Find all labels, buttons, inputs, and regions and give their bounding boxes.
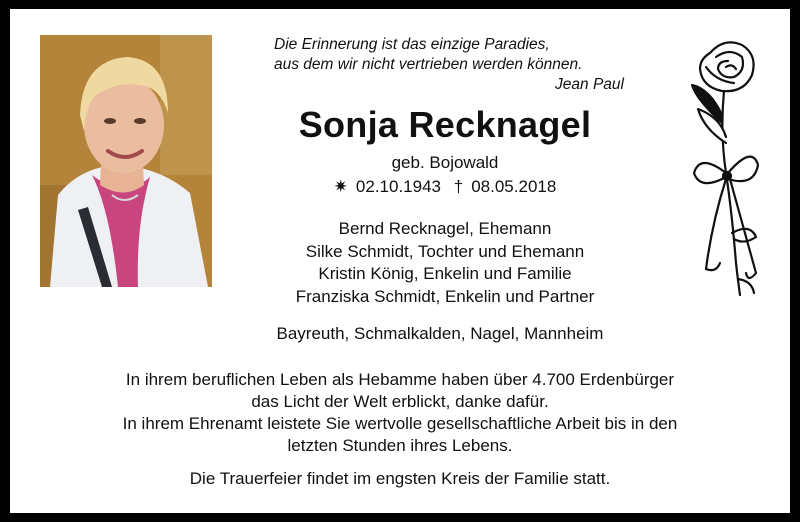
places: Bayreuth, Schmalkalden, Nagel, Mannheim bbox=[276, 324, 604, 343]
family-member: Silke Schmidt, Tochter und Ehemann bbox=[305, 241, 585, 261]
family-list bbox=[240, 218, 650, 308]
death-cross-icon: † bbox=[453, 177, 464, 196]
obituary-card bbox=[10, 9, 790, 513]
tribute-text bbox=[50, 369, 750, 457]
tribute-line: das Licht der Welt erblickt, danke dafür. bbox=[251, 392, 549, 411]
portrait-photo bbox=[40, 35, 212, 287]
ceremony-notice: Die Trauerfeier findet im engsten Kreis der Familie statt. bbox=[189, 469, 611, 488]
birth-star-icon: ✷ bbox=[333, 177, 348, 196]
tribute-line: letzten Stunden ihres Lebens. bbox=[287, 436, 513, 455]
quote-line-1: Die Erinnerung ist das einzige Paradies, bbox=[274, 36, 550, 53]
life-dates bbox=[260, 177, 630, 197]
rose-icon bbox=[686, 33, 764, 297]
born-name: geb. Bojowald bbox=[391, 153, 499, 172]
quote-line-2: aus dem wir nicht vertrieben werden können. bbox=[274, 56, 583, 73]
portrait-illustration bbox=[40, 35, 212, 287]
death-date: 08.05.2018 bbox=[471, 177, 557, 196]
birth-date: 02.10.1943 bbox=[355, 177, 442, 196]
tribute-line: In ihrem Ehrenamt leistete Sie wertvolle gesellschaftliche Arbeit bis in den bbox=[122, 414, 678, 433]
family-member: Kristin König, Enkelin und Familie bbox=[318, 264, 572, 283]
quote-block bbox=[274, 35, 632, 95]
family-member: Bernd Recknagel, Ehemann bbox=[338, 219, 552, 238]
family-member: Franziska Schmidt, Enkelin und Partner bbox=[295, 286, 595, 306]
tribute-line: In ihrem beruflichen Leben als Hebamme haben über 4.700 Erdenbürger bbox=[125, 370, 675, 389]
deceased-name: Sonja Recknagel bbox=[298, 104, 592, 145]
quote-author: Jean Paul bbox=[555, 76, 624, 93]
